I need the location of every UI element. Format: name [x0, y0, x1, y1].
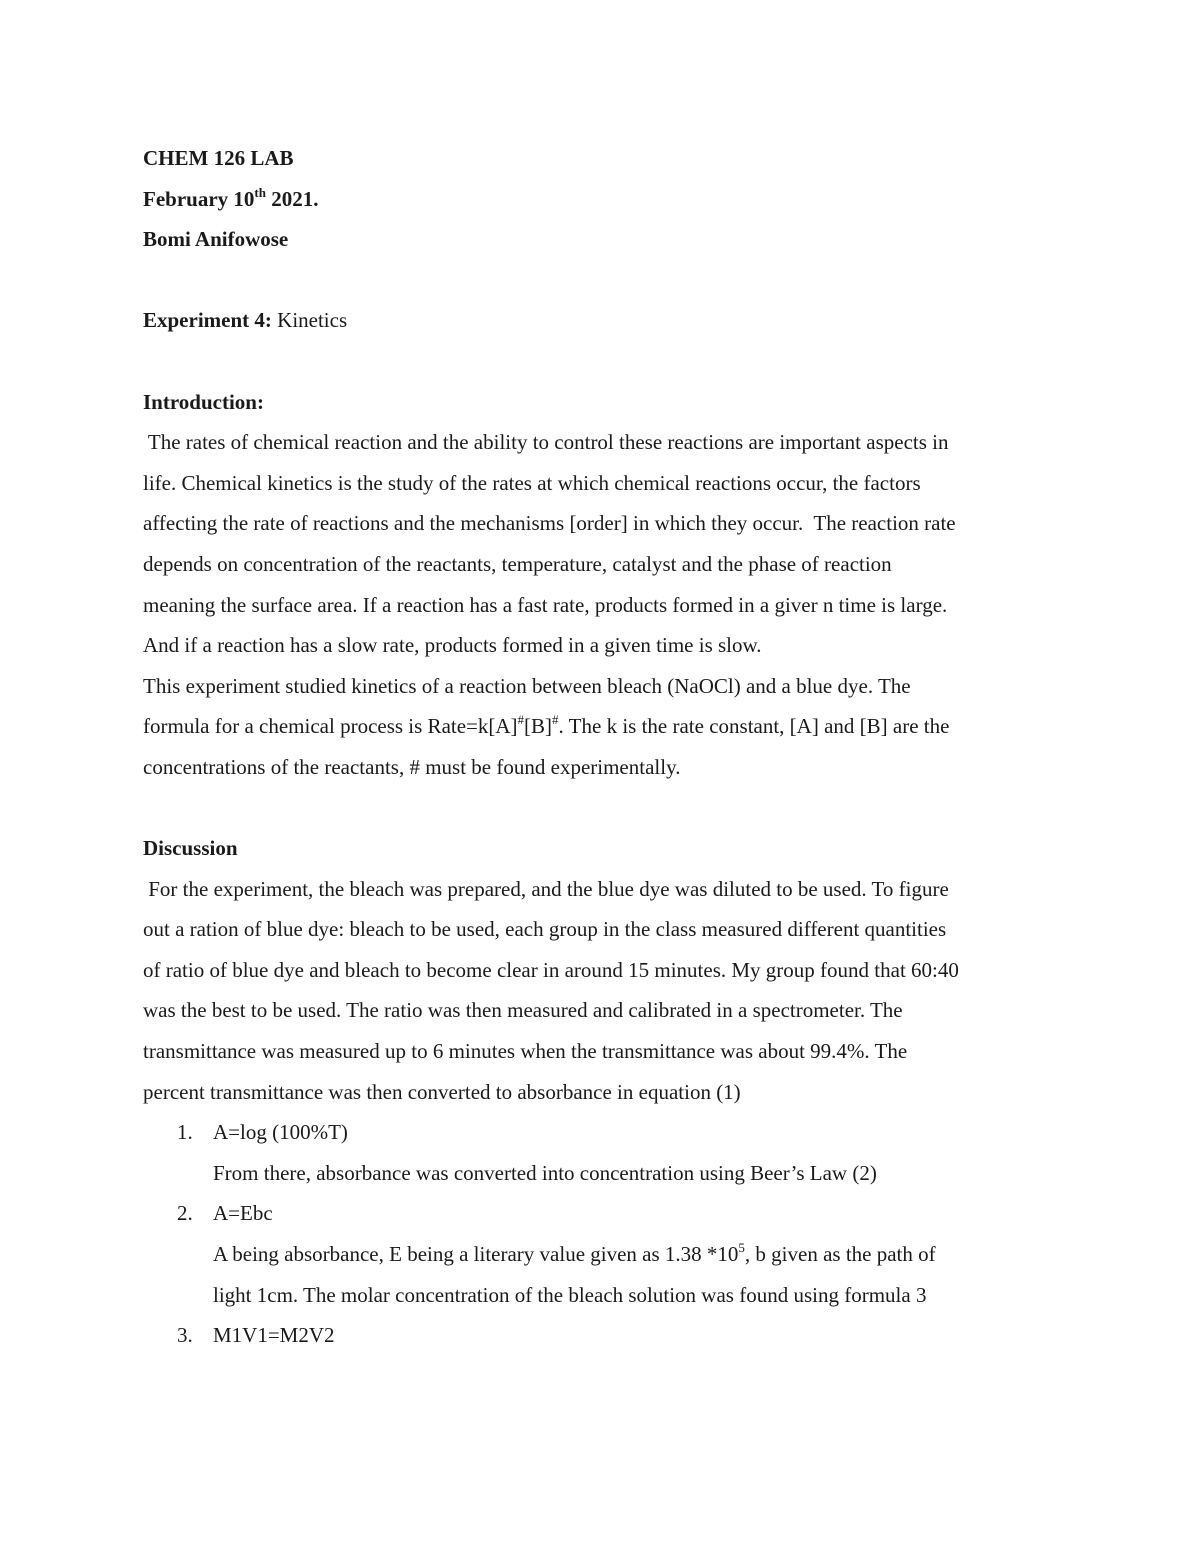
list-number: 1.	[177, 1120, 193, 1145]
discussion-line: out a ration of blue dye: bleach to be used, each group in the class measured different quantities	[143, 917, 947, 942]
discussion-line: transmittance was measured up to 6 minutes when the transmittance was about 99.4%. The	[143, 1039, 908, 1064]
introduction-line: meaning the surface area. If a reaction has a fast rate, products formed in a giver n time is large.	[143, 592, 948, 617]
experiment-label: Experiment 4:	[143, 308, 272, 333]
date-year: 2021.	[265, 186, 319, 211]
report-date	[143, 179, 1063, 220]
list-number: 2.	[177, 1201, 193, 1226]
course-title: CHEM 126 LAB	[143, 146, 294, 170]
exponent: 5	[738, 1240, 745, 1256]
date-ordinal: th	[254, 184, 266, 200]
introduction-heading: Introduction:	[143, 389, 264, 414]
equation-formula: M1V1=M2V2	[213, 1323, 335, 1348]
introduction-line: The rates of chemical reaction and the ability to control these reactions are important aspects in	[143, 430, 949, 455]
introduction-line: affecting the rate of reactions and the mechanisms [order] in which they occur. The reaction rate	[143, 511, 956, 536]
experiment-heading	[143, 300, 1063, 341]
equation-note-text: A being absorbance, E being a literary value given as 1.38 *10	[213, 1242, 739, 1267]
introduction-line: depends on concentration of the reactants, temperature, catalyst and the phase of reaction	[143, 551, 892, 576]
date-text: February 10	[143, 186, 255, 211]
rate-formula-rest: . The k is the rate constant, [A] and [B] are the	[558, 714, 950, 739]
spacer	[143, 788, 1063, 829]
list-item	[143, 1193, 1063, 1315]
list-item	[143, 1112, 1063, 1193]
discussion-line: of ratio of blue dye and bleach to become clear in around 15 minutes. My group found that 60:40	[143, 957, 959, 982]
author-name: Bomi Anifowose	[143, 227, 289, 252]
exponent-a: #	[517, 712, 525, 728]
introduction-line: life. Chemical kinetics is the study of the rates at which chemical reactions occur, the factors	[143, 470, 921, 495]
equation-formula: A=Ebc	[213, 1201, 273, 1226]
equation-note: light 1cm. The molar concentration of the bleach solution was found using formula 3	[213, 1282, 927, 1307]
introduction-line: This experiment studied kinetics of a reaction between bleach (NaOCl) and a blue dye. The	[143, 673, 911, 698]
spacer	[143, 260, 1063, 301]
discussion-line: percent transmittance was then converted to absorbance in equation (1)	[143, 1079, 741, 1104]
document-page	[143, 138, 1063, 1356]
discussion-heading: Discussion	[143, 836, 238, 861]
introduction-line: concentrations of the reactants, # must be found experimentally.	[143, 754, 681, 779]
spacer	[143, 341, 1063, 382]
equation-note-rest: , b given as the path of	[744, 1242, 936, 1267]
list-number: 3.	[177, 1323, 193, 1348]
equation-formula: A=log (100%T)	[213, 1120, 348, 1145]
rate-formula-b: [B]	[524, 714, 553, 739]
equation-note: From there, absorbance was converted into concentration using Beer’s Law (2)	[213, 1160, 877, 1185]
discussion-line: For the experiment, the bleach was prepared, and the blue dye was diluted to be used. To figure	[143, 876, 949, 901]
rate-formula-text: formula for a chemical process is Rate=k[A]	[143, 714, 518, 739]
discussion-line: was the best to be used. The ratio was then measured and calibrated in a spectrometer. The	[143, 998, 903, 1023]
experiment-title: Kinetics	[271, 308, 348, 333]
equation-list	[143, 1112, 1063, 1356]
list-item	[143, 1315, 1063, 1356]
exponent-b: #	[552, 712, 559, 728]
rate-formula-line	[143, 706, 1063, 747]
equation-note	[213, 1234, 1063, 1275]
introduction-line: And if a reaction has a slow rate, products formed in a given time is slow.	[143, 633, 762, 658]
